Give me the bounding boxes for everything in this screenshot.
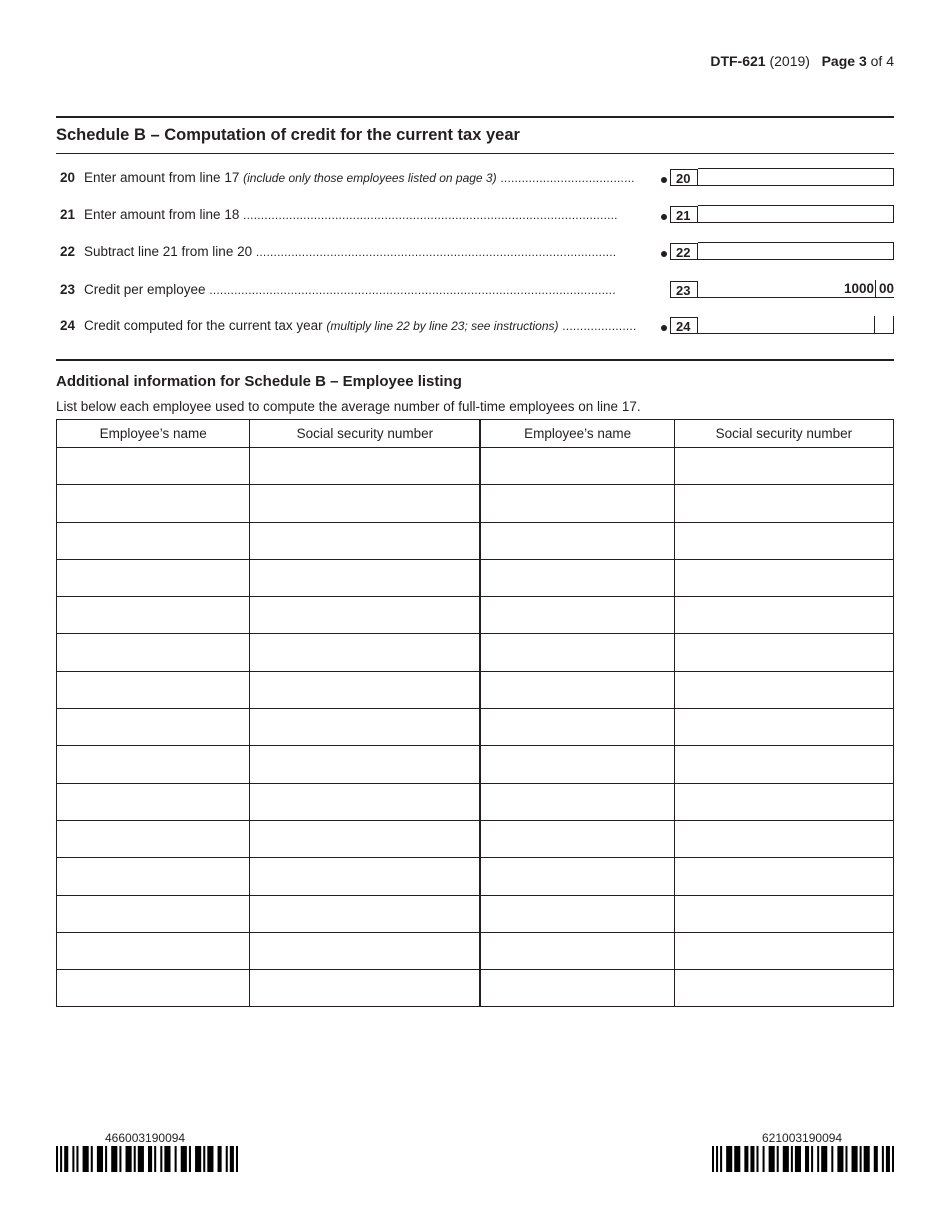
barcode-bar <box>189 1146 191 1172</box>
barcode-bar <box>60 1146 62 1172</box>
barcode-bar <box>821 1146 827 1172</box>
line-number: 21 <box>59 207 75 222</box>
table-row <box>57 895 894 932</box>
barcode-right <box>712 1146 894 1172</box>
ssn-cell[interactable] <box>250 634 481 671</box>
barcode-right-number: 621003190094 <box>762 1131 843 1145</box>
employee-name-cell[interactable] <box>57 820 250 857</box>
ssn-cell[interactable] <box>250 858 481 895</box>
cents-divider <box>874 316 875 334</box>
schedule-b-rule <box>56 153 894 154</box>
ssn-cell[interactable] <box>250 820 481 857</box>
barcode-bar <box>837 1146 843 1172</box>
line-number: 23 <box>59 282 75 297</box>
barcode-bar <box>181 1146 187 1172</box>
leader-dots: ................................................................................................................... <box>209 283 616 297</box>
form-year: (2019) <box>769 53 810 69</box>
employee-name-cell[interactable] <box>480 746 674 783</box>
ssn-cell[interactable] <box>674 485 893 522</box>
line-label: Credit computed for the current tax year <box>84 318 323 333</box>
barcode-bar <box>207 1146 213 1172</box>
employee-name-cell[interactable] <box>480 448 674 485</box>
employee-name-cell[interactable] <box>480 559 674 596</box>
mid-rule <box>56 359 894 361</box>
employee-name-cell[interactable] <box>57 895 250 932</box>
line-22 <box>56 242 894 262</box>
barcode-bar <box>138 1146 144 1172</box>
table-row <box>57 485 894 522</box>
line-24 <box>56 316 894 336</box>
barcode-bar <box>750 1146 754 1172</box>
employee-name-cell[interactable] <box>57 522 250 559</box>
line-box-number: 24 <box>670 317 698 334</box>
barcode-bar <box>811 1146 813 1172</box>
line-24-amount-field[interactable] <box>698 316 894 334</box>
employee-name-cell[interactable] <box>480 671 674 708</box>
line-label: Credit per employee <box>84 282 206 297</box>
table-row <box>57 746 894 783</box>
barcode-left-number: 466003190094 <box>105 1131 186 1145</box>
employee-name-cell[interactable] <box>480 858 674 895</box>
ssn-cell[interactable] <box>250 485 481 522</box>
barcode-bar <box>795 1146 801 1172</box>
barcode-bar <box>712 1146 714 1172</box>
barcode-bar <box>845 1146 847 1172</box>
leader-dots: .......................................................................................................... <box>243 208 618 222</box>
employee-name-cell[interactable] <box>480 634 674 671</box>
top-rule <box>56 116 894 118</box>
col-employee-name-2: Employee’s name <box>480 420 674 448</box>
ssn-cell[interactable] <box>674 597 893 634</box>
barcode-bar <box>218 1146 222 1172</box>
ssn-cell[interactable] <box>674 895 893 932</box>
ssn-cell[interactable] <box>250 895 481 932</box>
employee-name-cell[interactable] <box>480 895 674 932</box>
employee-table-header <box>57 420 894 448</box>
page-header <box>710 53 894 69</box>
table-row <box>57 932 894 969</box>
barcode-bar <box>791 1146 793 1172</box>
ssn-cell[interactable] <box>250 783 481 820</box>
leader-dots: ...................................... <box>500 171 635 185</box>
additional-info-title: Additional information for Schedule B – Employee listing <box>56 373 462 390</box>
table-row <box>57 597 894 634</box>
employee-name-cell[interactable] <box>57 448 250 485</box>
line-23-amount-field[interactable] <box>698 280 894 298</box>
line-box-number: 20 <box>670 169 698 186</box>
ssn-cell[interactable] <box>674 970 893 1007</box>
employee-name-cell[interactable] <box>480 970 674 1007</box>
ssn-cell[interactable] <box>674 858 893 895</box>
line-20 <box>56 168 894 188</box>
line-number: 20 <box>59 170 75 185</box>
barcode-bar <box>817 1146 819 1172</box>
barcode-bar <box>154 1146 156 1172</box>
page-total: of 4 <box>870 53 894 69</box>
employee-name-cell[interactable] <box>57 485 250 522</box>
col-employee-name-1: Employee’s name <box>57 420 250 448</box>
ssn-cell[interactable] <box>674 522 893 559</box>
barcode-bar <box>805 1146 809 1172</box>
barcode-bar <box>76 1146 78 1172</box>
line-description <box>84 318 660 333</box>
line-number: 22 <box>59 244 75 259</box>
required-bullet-icon <box>661 177 667 183</box>
employee-name-cell[interactable] <box>480 820 674 857</box>
line-description <box>84 244 660 259</box>
ssn-cell[interactable] <box>250 709 481 746</box>
line-description <box>84 170 660 185</box>
barcode-bar <box>783 1146 789 1172</box>
ssn-cell[interactable] <box>674 671 893 708</box>
barcode-bar <box>164 1146 170 1172</box>
barcode-bar <box>160 1146 162 1172</box>
employee-name-cell[interactable] <box>480 709 674 746</box>
barcode-bar <box>860 1146 862 1172</box>
line-20-amount-field[interactable] <box>698 168 894 186</box>
line-box-number: 23 <box>670 281 698 298</box>
barcode-bar <box>744 1146 748 1172</box>
barcode-bar <box>230 1146 234 1172</box>
table-row <box>57 522 894 559</box>
line-description <box>84 282 660 297</box>
barcode-left <box>56 1146 238 1172</box>
table-row <box>57 709 894 746</box>
barcode-bar <box>756 1146 758 1172</box>
employee-table <box>56 419 894 1007</box>
ssn-cell[interactable] <box>250 671 481 708</box>
employee-name-cell[interactable] <box>57 858 250 895</box>
line-note: (multiply line 22 by line 23; see instructions) <box>326 319 559 333</box>
line-22-amount-field[interactable] <box>698 242 894 260</box>
line-box-number: 21 <box>670 206 698 223</box>
ssn-cell[interactable] <box>674 783 893 820</box>
employee-name-cell[interactable] <box>57 634 250 671</box>
barcode-bar <box>726 1146 732 1172</box>
employee-name-cell[interactable] <box>57 559 250 596</box>
table-row <box>57 559 894 596</box>
col-ssn-1: Social security number <box>250 420 481 448</box>
required-bullet-icon <box>661 251 667 257</box>
employee-name-cell[interactable] <box>57 746 250 783</box>
barcode-bar <box>83 1146 89 1172</box>
employee-list-instructions: List below each employee used to compute the average number of full-time employees on line 17. <box>56 399 641 414</box>
barcode-bar <box>203 1146 205 1172</box>
barcode-bar <box>126 1146 132 1172</box>
line-21-amount-field[interactable] <box>698 205 894 223</box>
employee-name-cell[interactable] <box>57 671 250 708</box>
barcode-bar <box>148 1146 152 1172</box>
barcode-bar <box>831 1146 833 1172</box>
barcode-bar <box>236 1146 238 1172</box>
amount-cents: 00 <box>878 281 894 296</box>
ssn-cell[interactable] <box>674 709 893 746</box>
ssn-cell[interactable] <box>250 522 481 559</box>
employee-name-cell[interactable] <box>480 522 674 559</box>
ssn-cell[interactable] <box>250 932 481 969</box>
barcode-bar <box>769 1146 775 1172</box>
line-label: Enter amount from line 17 <box>84 170 240 185</box>
employee-name-cell[interactable] <box>480 597 674 634</box>
ssn-cell[interactable] <box>674 448 893 485</box>
barcode-bar <box>886 1146 890 1172</box>
ssn-cell[interactable] <box>250 448 481 485</box>
employee-name-cell[interactable] <box>57 597 250 634</box>
employee-name-cell[interactable] <box>57 709 250 746</box>
barcode-bar <box>119 1146 121 1172</box>
barcode-bar <box>226 1146 228 1172</box>
barcode-bar <box>105 1146 107 1172</box>
line-21 <box>56 205 894 225</box>
employee-name-cell[interactable] <box>480 485 674 522</box>
amount-value: 1000 <box>843 281 874 296</box>
page-word: Page <box>821 53 856 69</box>
table-row <box>57 783 894 820</box>
barcode-bar <box>72 1146 74 1172</box>
barcode-bar <box>134 1146 136 1172</box>
required-bullet-icon <box>661 325 667 331</box>
barcode-bar <box>734 1146 740 1172</box>
table-row <box>57 820 894 857</box>
schedule-b-title: Schedule B – Computation of credit for the current tax year <box>56 126 520 144</box>
line-note: (include only those employees listed on page 3) <box>243 171 497 185</box>
required-bullet-icon <box>661 214 667 220</box>
barcode-bar <box>852 1146 858 1172</box>
barcode-bar <box>175 1146 177 1172</box>
leader-dots: ...................................................................................................... <box>255 245 617 259</box>
leader-dots: ..................... <box>562 319 637 333</box>
table-row <box>57 448 894 485</box>
barcode-bar <box>874 1146 878 1172</box>
cents-divider <box>875 280 876 298</box>
line-23 <box>56 280 894 300</box>
barcode-bar <box>91 1146 93 1172</box>
barcode-bar <box>892 1146 894 1172</box>
table-row <box>57 671 894 708</box>
employee-name-cell[interactable] <box>57 932 250 969</box>
ssn-cell[interactable] <box>674 559 893 596</box>
ssn-cell[interactable] <box>674 746 893 783</box>
ssn-cell[interactable] <box>250 597 481 634</box>
col-ssn-2: Social security number <box>674 420 893 448</box>
barcode-bar <box>716 1146 718 1172</box>
barcode-bar <box>864 1146 870 1172</box>
barcode-bar <box>195 1146 201 1172</box>
employee-name-cell[interactable] <box>57 783 250 820</box>
table-row <box>57 634 894 671</box>
table-row <box>57 970 894 1007</box>
ssn-cell[interactable] <box>250 559 481 596</box>
barcode-bar <box>64 1146 68 1172</box>
line-description <box>84 207 660 222</box>
form-id: DTF-621 <box>710 53 766 69</box>
barcode-bar <box>56 1146 58 1172</box>
line-label: Subtract line 21 from line 20 <box>84 244 253 259</box>
page-number: 3 <box>858 53 867 69</box>
barcode-bar <box>882 1146 884 1172</box>
ssn-cell[interactable] <box>674 932 893 969</box>
employee-name-cell[interactable] <box>480 783 674 820</box>
ssn-cell[interactable] <box>250 746 481 783</box>
line-label: Enter amount from line 18 <box>84 207 240 222</box>
line-number: 24 <box>59 318 75 333</box>
barcode-bar <box>763 1146 765 1172</box>
line-box-number: 22 <box>670 243 698 260</box>
barcode-bar <box>777 1146 779 1172</box>
employee-name-cell[interactable] <box>57 970 250 1007</box>
table-row <box>57 858 894 895</box>
ssn-cell[interactable] <box>674 820 893 857</box>
ssn-cell[interactable] <box>250 970 481 1007</box>
barcode-bar <box>720 1146 722 1172</box>
barcode-bar <box>111 1146 117 1172</box>
employee-name-cell[interactable] <box>480 932 674 969</box>
barcode-bar <box>97 1146 103 1172</box>
ssn-cell[interactable] <box>674 634 893 671</box>
